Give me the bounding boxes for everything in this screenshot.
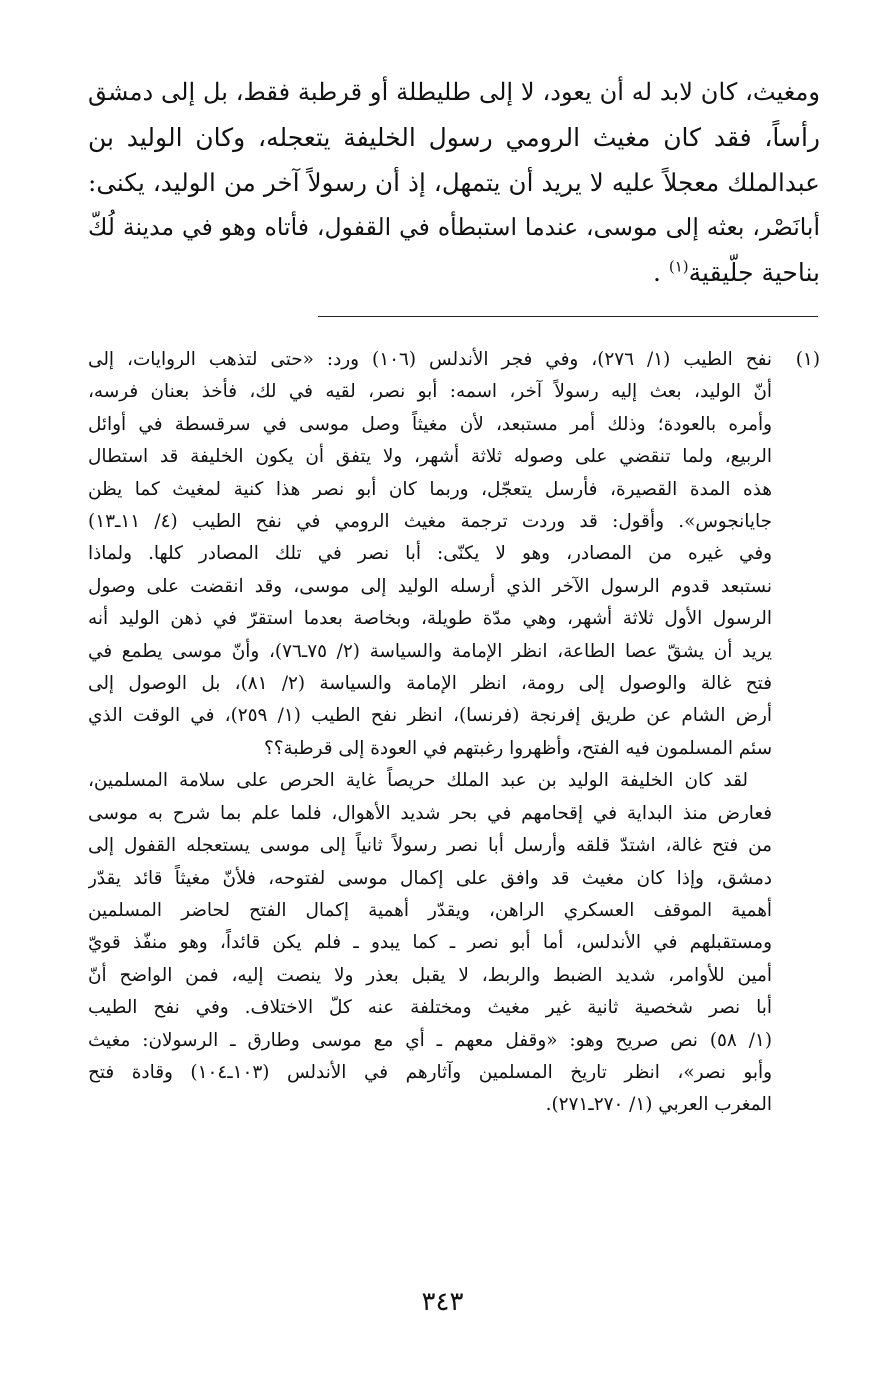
footnote-p2-line-7: أمين للأوامر، شديد الضبط والربط، لا يقبل بعذر ولا ينصت إليه، فمن الواضح أنّ xyxy=(88,964,772,986)
main-line-2: رأساً، فقد كان مغيث الرومي رسول الخليفة يتعجله، وكان الوليد بن xyxy=(88,123,820,152)
footnote-line-10: يريد أن يشقّ عصا الطاعة، انظر الإمامة والسياسة (٢/ ٧٥ـ٧٦)، وأنّ موسى يطمع في xyxy=(88,640,772,662)
main-line-5-text: بناحية جلّيقية xyxy=(688,258,820,287)
main-line-3: عبدالملك معجلاً عليه لا يريد أن يتمهل، إذ أن رسولاً آخر من الوليد، يكنى: xyxy=(88,168,820,197)
footnote-number: (١) xyxy=(795,349,820,370)
footnote-line-5: هذه المدة القصيرة، فأرسل يتعجّل، وربما كان أبو نصر هذا كنية لمغيث كما يظن xyxy=(88,478,772,500)
footnote-first-line xyxy=(88,344,820,376)
footnote-line-7: وفي غيره من المصادر، وهو لا يكنّى: أبا نصر في تلك المصادر كلها. ولماذا xyxy=(88,543,772,565)
footnote-line-13: سئم المسلمون فيه الفتح، وأظهروا رغبتهم في العودة إلى قرطبة؟؟ xyxy=(264,737,772,759)
footnote-line-4: الربيع، ولما تنقضي على وصوله ثلاثة أشهر، ولا يتفق أن يكون الخليفة قد استطال xyxy=(88,446,772,468)
footnote-p2-line-11: المغرب العربي (١/ ٢٧٠ـ٢٧١). xyxy=(545,1094,772,1116)
footnote-p2-line-6: ومستقبلهم في الأندلس، أما أبو نصر ـ كما يبدو ـ فلم يكن قائداً، وهو منفّذ قويّ xyxy=(88,932,772,954)
footnote-separator-line xyxy=(318,316,818,317)
main-line-4: أبانَصْر، بعثه إلى موسى، عندما استبطأه في القفول، فأتاه وهو في مدينة لُكّ xyxy=(88,213,820,241)
footnote-line-2: أنّ الوليد، بعث إليه رسولاً آخر، اسمه: أبو نصر، لقيه في لك، فأخذ بعنان فرسه، xyxy=(88,381,772,403)
footnote-line-6: جايانجوس». وأقول: قد وردت ترجمة مغيث الرومي في نفح الطيب (٤/ ١١ـ١٣) xyxy=(88,511,772,533)
footnote-p2-line-2: فعارض منذ البداية في إقحامهم في بحر شديد الأهوال، فلما علم بما شرح به موسى xyxy=(88,802,772,824)
footnote-p2-line-5: أهمية الموقف العسكري الراهن، ويقدّر أهمية إكمال الفتح لحاضر المسلمين xyxy=(88,899,772,921)
page-number: ٣٤٣ xyxy=(421,1287,464,1317)
footnote-line-12: أرض الشام عن طريق إفرنجة (فرنسا)، انظر نفح الطيب (١/ ٢٥٩)، في الوقت الذي xyxy=(88,705,772,727)
footnote-paragraph-2 xyxy=(88,765,820,1121)
main-final-punctuation: . xyxy=(652,258,661,287)
footnote-line-3: وأمره بالعودة؛ وذلك أمر مستبعد، لأن مغيثاً وصل موسى في سرقسطة في أوائل xyxy=(88,413,772,435)
footnote-line-1: نفح الطيب (١/ ٢٧٦)، وفي فجر الأندلس (١٠٦) ورد: «حتى لتذهب الروايات، إلى xyxy=(88,349,772,370)
footnote-p2-line-3: من فتح غالة، اشتدّ قلقه وأرسل أبا نصر رسولاً ثانياً إلى موسى يستعجله القفول إلى xyxy=(88,835,772,857)
main-line-1: ومغيث، كان لابد له أن يعود، لا إلى طليطلة أو قرطبة فقط، بل إلى دمشق xyxy=(88,78,820,106)
footnote-line-9: الرسول الأول ثلاثة أشهر، وهي مدّة طويلة، وبخاصة بعدما استقرّ في ذهن الوليد أنه xyxy=(88,608,772,630)
footnote-reference-mark: (١) xyxy=(668,257,689,276)
footnotes-section xyxy=(88,344,820,1122)
footnote-p2-line-1: لقد كان الخليفة الوليد بن عبد الملك حريصاً غاية الحرص على سلامة المسلمين، xyxy=(88,770,748,792)
footnote-line-11: فتح غالة والوصول إلى رومة، انظر الإمامة والسياسة (٢/ ٨١)، بل الوصول إلى xyxy=(88,673,772,695)
footnote-paragraph-1 xyxy=(88,376,820,765)
main-paragraph xyxy=(88,70,820,295)
main-line-5 xyxy=(88,250,820,295)
footnote-p2-line-8: أبا نصر شخصية ثانية غير مغيث ومختلفة عنه كلّ الاختلاف. وفي نفح الطيب xyxy=(88,997,772,1019)
footnote-p2-line-10: وأبو نصر»، انظر تاريخ المسلمين وآثارهم في الأندلس (١٠٣ـ١٠٤) وقادة فتح xyxy=(88,1061,772,1083)
footnote-line-8: نستبعد قدوم الرسول الآخر الذي أرسله الوليد إلى موسى، وقد انقضت على وصول xyxy=(88,575,772,597)
footnote-p2-line-9: (١/ ٥٨) نص صريح وهو: «وقفل معهم ـ أي مع موسى وطارق ـ الرسولان: مغيث xyxy=(88,1029,772,1051)
footnote-p2-line-4: دمشق، وإذا كان مغيث قد وافق على إكمال موسى لفتوحه، فلأنّ مغيثاً قائد يقدّر xyxy=(88,867,772,889)
